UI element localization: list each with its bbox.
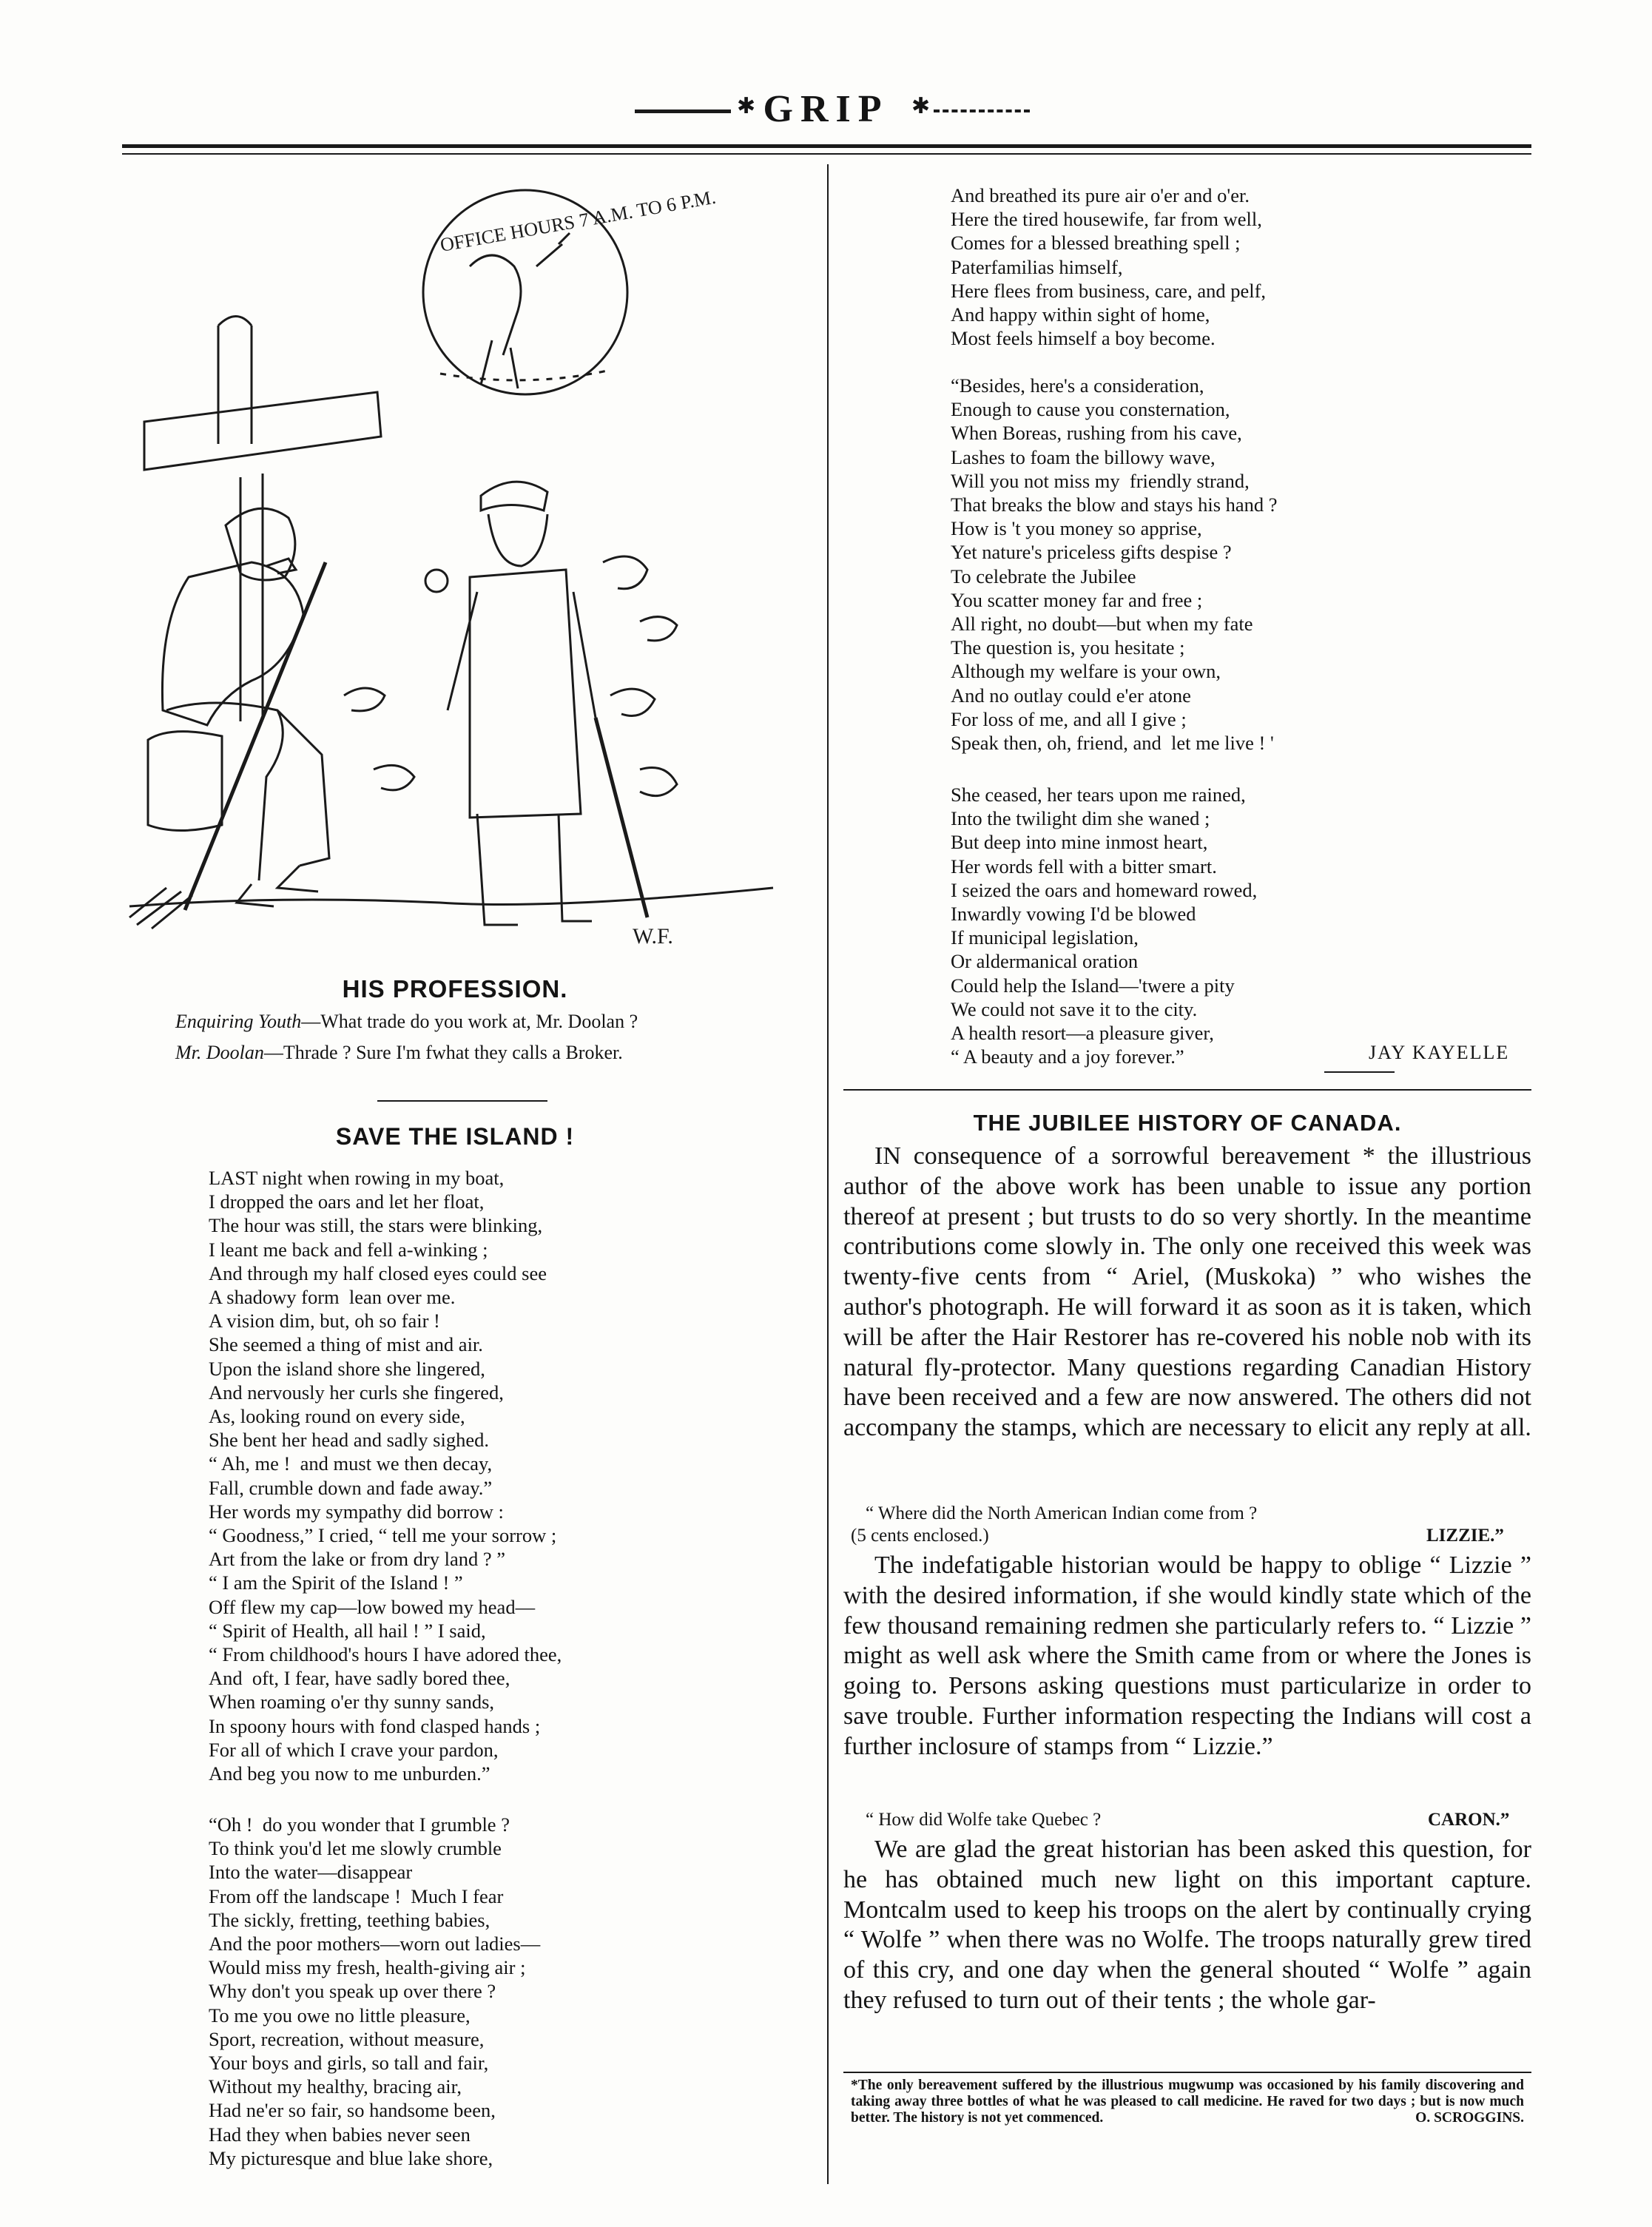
- poem-line: Speak then, oh, friend, and let me live ! ': [951, 732, 1274, 755]
- poem-line: Into the twilight dim she waned ;: [951, 807, 1210, 830]
- section-divider: [377, 1100, 547, 1102]
- poem-end-rule: [1324, 1071, 1395, 1073]
- poem-line: If municipal legislation,: [951, 926, 1139, 949]
- poem-line: And happy within sight of home,: [951, 303, 1210, 326]
- footnote-signature: O. SCROGGINS.: [1415, 2110, 1524, 2126]
- poem-line: To celebrate the Jubilee: [951, 565, 1136, 587]
- article-heading: THE JUBILEE HISTORY OF CANADA.: [973, 1110, 1402, 1136]
- poem-stanza-3: [951, 183, 1266, 350]
- poem-line: My picturesque and blue lake shore,: [209, 2146, 493, 2169]
- poem-stanza-1: [209, 1166, 562, 1785]
- poem-line: We could not save it to the city.: [951, 997, 1198, 1020]
- poem-line: Inwardly vowing I'd be blowed: [951, 903, 1196, 926]
- caption-speaker: Mr. Doolan: [175, 1042, 264, 1063]
- reader-query-1-signature: LIZZIE.”: [1426, 1526, 1504, 1546]
- poem-line: Fall, crumble down and fade away.”: [209, 1476, 493, 1499]
- poem-line: I leant me back and fell a-winking ;: [209, 1238, 488, 1261]
- poem-line: A health resort—a pleasure giver,: [951, 1022, 1214, 1045]
- caption-line-youth: [175, 1011, 638, 1033]
- caption-text: —What trade do you work at, Mr. Doolan ?: [301, 1011, 638, 1032]
- poem-line: Here flees from business, care, and pelf,: [951, 279, 1267, 302]
- poem-line: Art from the lake or from dry land ? ”: [209, 1548, 506, 1571]
- poem-line: “Besides, here's a consideration,: [951, 374, 1204, 397]
- poem-line: Here the tired housewife, far from well,: [951, 208, 1262, 231]
- reader-query-2-signature: CARON.”: [1428, 1810, 1510, 1830]
- poem-line: Comes for a blessed breathing spell ;: [951, 232, 1241, 255]
- poem-line: And breathed its pure air o'er and o'er.: [951, 184, 1250, 206]
- poem-line: For loss of me, and all I give ;: [951, 707, 1187, 730]
- masthead-rule-right: [934, 110, 1030, 112]
- poem-line: And the poor mothers—worn out ladies—: [209, 1933, 541, 1955]
- poem-line: Will you not miss my friendly strand,: [951, 469, 1250, 492]
- caption-speaker: Enquiring Youth: [175, 1011, 302, 1032]
- header-rule-thin: [122, 153, 1531, 155]
- medallion-sign-text: OFFICE HOURS 7 A.M. TO 6 P.M.: [438, 186, 718, 256]
- poem-line: And nervously her curls she fingered,: [209, 1381, 504, 1404]
- cartoon-drawing: [122, 178, 788, 962]
- article-paragraph-1: [843, 1142, 1531, 1443]
- poem-line: Her words fell with a bitter smart.: [951, 855, 1217, 877]
- poem-line: Lashes to foam the billowy wave,: [951, 445, 1216, 468]
- poem-line: In spoony hours with fond clasped hands ;: [209, 1714, 541, 1737]
- poem-line: As, looking round on every side,: [209, 1405, 465, 1428]
- poem-line: Sport, recreation, without measure,: [209, 2027, 485, 2050]
- poem-line: I dropped the oars and let her float,: [209, 1190, 485, 1213]
- masthead: [0, 87, 1652, 139]
- poem-line: When Boreas, rushing from his cave,: [951, 422, 1242, 445]
- poem-line: “ Spirit of Health, all hail ! ” I said,: [209, 1619, 486, 1642]
- footnote-rule: [843, 2072, 1531, 2073]
- poem-line: Paterfamilias himself,: [951, 255, 1123, 278]
- poem-line: A shadowy form lean over me.: [209, 1286, 456, 1309]
- star-ornament-left-icon: ✱: [737, 94, 756, 118]
- poem-line: “ A beauty and a joy forever.”: [951, 1045, 1184, 1068]
- poem-author: JAY KAYELLE: [1369, 1042, 1510, 1063]
- poem-line: Off flew my cap—low bowed my head—: [209, 1595, 536, 1618]
- caption-line-doolan: [175, 1042, 623, 1064]
- poem-heading: SAVE THE ISLAND !: [335, 1123, 575, 1150]
- poem-line: And beg you now to me unburden.”: [209, 1762, 490, 1785]
- poem-line: LAST night when rowing in my boat,: [209, 1167, 505, 1189]
- poem-line: The question is, you hesitate ;: [951, 636, 1185, 659]
- article-paragraph-2: [843, 1551, 1531, 1762]
- poem-line: Or aldermanical oration: [951, 950, 1139, 973]
- poem-line: “ I am the Spirit of the Island ! ”: [209, 1571, 463, 1594]
- poem-line: To me you owe no little pleasure,: [209, 2004, 471, 2026]
- poem-line: Although my welfare is your own,: [951, 660, 1221, 683]
- poem-line: And no outlay could e'er atone: [951, 684, 1191, 707]
- poem-line: Enough to cause you consternation,: [951, 398, 1230, 421]
- poem-line: Most feels himself a boy become.: [951, 327, 1216, 350]
- poem-line: Would miss my fresh, health-giving air ;: [209, 1956, 526, 1979]
- paragraph-text: IN consequence of a sorrowful bereavement * the illustrious author of the above work has been unable to issue any portion thereof at present ; but trusts to do so very shortly. In the meantime contributions come slowly in. The only one received this week was twenty-five cents from “ Ariel, (Muskoka) ” who wishes the author's photograph. He will forward it as soon as it is taken, which will be after the Hair Restorer has re-covered his noble nob with its natural fly-protector. Many questions regarding Canadian History have been received and a few are now answered. The others did not accompany the stamps, which are necessary to elicit any reply at all.: [843, 1142, 1531, 1442]
- poem-line: All right, no doubt—but when my fate: [951, 613, 1253, 636]
- poem-line: When roaming o'er thy sunny sands,: [209, 1691, 495, 1714]
- cartoon-heading: HIS PROFESSION.: [342, 975, 568, 1003]
- reader-query-2: [866, 1810, 1101, 1830]
- poem-line: The sickly, fretting, teething babies,: [209, 1908, 490, 1931]
- poem-line: Had they when babies never seen: [209, 2123, 471, 2146]
- poem-line: And through my half closed eyes could see: [209, 1261, 547, 1284]
- poem-line: But deep into mine inmost heart,: [951, 831, 1208, 854]
- poem-line: She seemed a thing of mist and air.: [209, 1333, 483, 1356]
- poem-line: For all of which I crave your pardon,: [209, 1738, 499, 1761]
- header-rule-thick: [122, 144, 1531, 148]
- poem-line: Upon the island shore she lingered,: [209, 1357, 485, 1380]
- query-text: “ Where did the North American Indian come from ?: [866, 1503, 1258, 1523]
- poem-line: Her words my sympathy did borrow :: [209, 1500, 504, 1523]
- poem-line: How is 't you money so apprise,: [951, 517, 1202, 540]
- query-note: (5 cents enclosed.): [851, 1526, 989, 1546]
- poem-line: Your boys and girls, so tall and fair,: [209, 2052, 489, 2075]
- poem-line: Could help the Island—'twere a pity: [951, 974, 1235, 997]
- poem-line: From off the landscape ! Much I fear: [209, 1884, 504, 1907]
- poem-stanza-5: [951, 783, 1257, 1068]
- poem-line: Into the water—disappear: [209, 1861, 413, 1884]
- poem-line: “ From childhood's hours I have adored thee,: [209, 1643, 562, 1666]
- poem-line: I seized the oars and homeward rowed,: [951, 878, 1258, 901]
- poem-line: To think you'd let me slowly crumble: [209, 1837, 502, 1860]
- paragraph-text: We are glad the great historian has been asked this question, for he has obtained much new light on this important capture. Montcalm used to keep his troops on the alert by continually crying “ Wolfe ” when there was no Wolfe. The troops naturally grew tired of this cry, and one day when the general shouted “ Wolfe ” again they refused to turn out of their tents ; the whole gar-: [843, 1836, 1531, 2014]
- poem-stanza-2: [209, 1813, 540, 2170]
- poem-line: Had ne'er so fair, so handsome been,: [209, 2099, 496, 2122]
- poem-line: A vision dim, but, oh so fair !: [209, 1310, 440, 1333]
- cartoon-illustration: [122, 178, 788, 962]
- poem-line: Without my healthy, bracing air,: [209, 2075, 462, 2098]
- poem-line: The hour was still, the stars were blinking,: [209, 1214, 543, 1237]
- poem-stanza-4: [951, 374, 1278, 755]
- masthead-title: GRIP: [763, 88, 889, 130]
- poem-line: She ceased, her tears upon me rained,: [951, 784, 1246, 806]
- poem-line: “ Goodness,” I cried, “ tell me your sorrow ;: [209, 1524, 557, 1547]
- column-divider: [827, 164, 829, 2184]
- poem-line: She bent her head and sadly sighed.: [209, 1429, 489, 1452]
- poem-line: You scatter money far and free ;: [951, 588, 1203, 611]
- poem-line: Yet nature's priceless gifts despise ?: [951, 541, 1232, 564]
- paragraph-text: The indefatigable historian would be happy to oblige “ Lizzie ” with the desired information, if she would kindly state which of the few thousand remaining redmen she particularly refers to. “ Lizzie ” might as well ask where the Smith came from or where the Jones is going to. Persons asking questions must particularize in order to save trouble. Further information respecting the Indians will cost a further inclosure of stamps from “ Lizzie.”: [843, 1552, 1531, 1760]
- poem-line: “ Ah, me ! and must we then decay,: [209, 1452, 493, 1475]
- star-ornament-right-icon: ✱: [911, 94, 931, 118]
- reader-query-1-note: [851, 1526, 989, 1546]
- reader-query-1: [866, 1503, 1257, 1524]
- poem-line: “Oh ! do you wonder that I grumble ?: [209, 1813, 510, 1836]
- footnote-text: *The only bereavement suffered by the illustrious mugwump was occasioned by his family discovering and taking away three bottles of what he was pleased to call medicine. He raved for two days ; but is now much better. The history is not yet commenced.: [851, 2078, 1524, 2126]
- article-footnote: [851, 2078, 1524, 2126]
- article-paragraph-3: [843, 1835, 1531, 2016]
- article-divider: [843, 1089, 1531, 1091]
- query-text: “ How did Wolfe take Quebec ?: [866, 1810, 1102, 1830]
- poem-line: That breaks the blow and stays his hand ?: [951, 493, 1278, 516]
- artist-signature: W.F.: [633, 924, 673, 949]
- caption-text: —Thrade ? Sure I'm fwhat they calls a Broker.: [263, 1042, 623, 1063]
- poem-line: Why don't you speak up over there ?: [209, 1980, 496, 2003]
- poem-line: And oft, I fear, have sadly bored thee,: [209, 1667, 510, 1690]
